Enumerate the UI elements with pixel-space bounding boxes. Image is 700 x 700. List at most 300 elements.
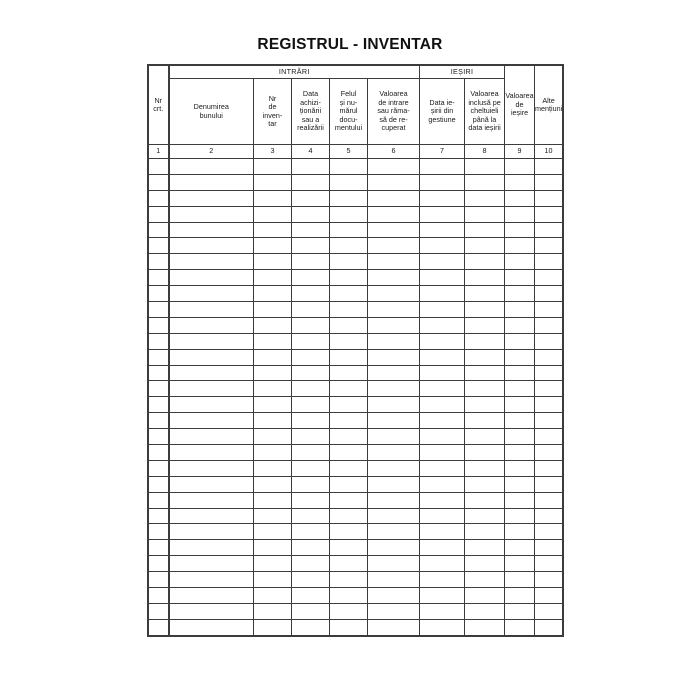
table-cell[interactable]: [169, 603, 254, 619]
table-cell[interactable]: [505, 445, 535, 461]
table-cell[interactable]: [149, 381, 169, 397]
table-row[interactable]: [149, 222, 563, 238]
table-cell[interactable]: [505, 492, 535, 508]
table-cell[interactable]: [420, 445, 465, 461]
table-cell[interactable]: [169, 381, 254, 397]
table-cell[interactable]: [505, 254, 535, 270]
table-cell[interactable]: [465, 460, 505, 476]
table-row[interactable]: [149, 206, 563, 222]
table-cell[interactable]: [465, 556, 505, 572]
table-cell[interactable]: [254, 445, 292, 461]
table-cell[interactable]: [465, 524, 505, 540]
table-cell[interactable]: [254, 429, 292, 445]
table-cell[interactable]: [535, 492, 563, 508]
table-cell[interactable]: [169, 365, 254, 381]
table-cell[interactable]: [465, 159, 505, 175]
table-cell[interactable]: [505, 429, 535, 445]
table-cell[interactable]: [330, 413, 368, 429]
table-cell[interactable]: [465, 588, 505, 604]
table-cell[interactable]: [465, 286, 505, 302]
table-cell[interactable]: [330, 619, 368, 635]
table-cell[interactable]: [368, 222, 420, 238]
table-cell[interactable]: [292, 588, 330, 604]
table-row[interactable]: [149, 349, 563, 365]
table-cell[interactable]: [505, 286, 535, 302]
table-cell[interactable]: [465, 333, 505, 349]
table-cell[interactable]: [330, 524, 368, 540]
table-cell[interactable]: [254, 190, 292, 206]
table-cell[interactable]: [330, 159, 368, 175]
table-cell[interactable]: [420, 317, 465, 333]
table-cell[interactable]: [149, 572, 169, 588]
table-cell[interactable]: [330, 333, 368, 349]
table-cell[interactable]: [420, 429, 465, 445]
table-cell[interactable]: [149, 524, 169, 540]
table-cell[interactable]: [149, 429, 169, 445]
table-cell[interactable]: [420, 206, 465, 222]
table-cell[interactable]: [535, 413, 563, 429]
table-cell[interactable]: [465, 190, 505, 206]
table-cell[interactable]: [330, 540, 368, 556]
table-cell[interactable]: [368, 333, 420, 349]
table-cell[interactable]: [420, 508, 465, 524]
table-cell[interactable]: [169, 238, 254, 254]
table-cell[interactable]: [149, 588, 169, 604]
table-cell[interactable]: [149, 413, 169, 429]
table-cell[interactable]: [254, 619, 292, 635]
table-row[interactable]: [149, 508, 563, 524]
table-cell[interactable]: [292, 413, 330, 429]
table-cell[interactable]: [169, 572, 254, 588]
table-cell[interactable]: [292, 445, 330, 461]
table-cell[interactable]: [368, 508, 420, 524]
table-cell[interactable]: [368, 254, 420, 270]
table-cell[interactable]: [368, 429, 420, 445]
table-cell[interactable]: [330, 397, 368, 413]
table-cell[interactable]: [149, 492, 169, 508]
table-cell[interactable]: [292, 619, 330, 635]
table-cell[interactable]: [169, 619, 254, 635]
table-cell[interactable]: [368, 540, 420, 556]
table-cell[interactable]: [330, 556, 368, 572]
table-cell[interactable]: [535, 460, 563, 476]
table-cell[interactable]: [535, 508, 563, 524]
table-cell[interactable]: [368, 524, 420, 540]
table-cell[interactable]: [420, 397, 465, 413]
table-cell[interactable]: [254, 174, 292, 190]
table-cell[interactable]: [505, 190, 535, 206]
table-cell[interactable]: [420, 603, 465, 619]
table-cell[interactable]: [505, 238, 535, 254]
table-cell[interactable]: [505, 365, 535, 381]
table-cell[interactable]: [368, 286, 420, 302]
table-cell[interactable]: [169, 190, 254, 206]
table-cell[interactable]: [292, 556, 330, 572]
table-cell[interactable]: [368, 270, 420, 286]
table-cell[interactable]: [330, 286, 368, 302]
table-cell[interactable]: [149, 603, 169, 619]
table-cell[interactable]: [535, 572, 563, 588]
table-cell[interactable]: [292, 174, 330, 190]
table-cell[interactable]: [330, 445, 368, 461]
table-cell[interactable]: [149, 619, 169, 635]
table-cell[interactable]: [368, 572, 420, 588]
table-cell[interactable]: [535, 333, 563, 349]
table-cell[interactable]: [535, 206, 563, 222]
table-cell[interactable]: [368, 159, 420, 175]
table-cell[interactable]: [149, 302, 169, 318]
table-cell[interactable]: [420, 492, 465, 508]
table-cell[interactable]: [149, 270, 169, 286]
table-cell[interactable]: [465, 302, 505, 318]
table-cell[interactable]: [505, 588, 535, 604]
table-cell[interactable]: [535, 174, 563, 190]
table-cell[interactable]: [368, 190, 420, 206]
table-cell[interactable]: [535, 302, 563, 318]
table-cell[interactable]: [169, 159, 254, 175]
table-cell[interactable]: [505, 302, 535, 318]
table-cell[interactable]: [254, 492, 292, 508]
table-cell[interactable]: [292, 270, 330, 286]
table-cell[interactable]: [535, 524, 563, 540]
table-cell[interactable]: [420, 556, 465, 572]
table-cell[interactable]: [169, 333, 254, 349]
table-cell[interactable]: [149, 222, 169, 238]
table-cell[interactable]: [169, 174, 254, 190]
table-cell[interactable]: [420, 222, 465, 238]
table-cell[interactable]: [292, 317, 330, 333]
table-cell[interactable]: [368, 302, 420, 318]
table-cell[interactable]: [505, 270, 535, 286]
table-cell[interactable]: [368, 238, 420, 254]
table-cell[interactable]: [169, 445, 254, 461]
table-cell[interactable]: [465, 619, 505, 635]
table-cell[interactable]: [420, 286, 465, 302]
table-cell[interactable]: [535, 254, 563, 270]
table-cell[interactable]: [535, 286, 563, 302]
table-cell[interactable]: [254, 508, 292, 524]
table-row[interactable]: [149, 603, 563, 619]
table-cell[interactable]: [254, 286, 292, 302]
table-cell[interactable]: [505, 381, 535, 397]
table-cell[interactable]: [254, 397, 292, 413]
table-cell[interactable]: [330, 603, 368, 619]
table-cell[interactable]: [465, 222, 505, 238]
table-cell[interactable]: [420, 540, 465, 556]
table-cell[interactable]: [254, 317, 292, 333]
table-cell[interactable]: [465, 492, 505, 508]
table-cell[interactable]: [420, 302, 465, 318]
table-cell[interactable]: [254, 381, 292, 397]
table-cell[interactable]: [292, 349, 330, 365]
table-cell[interactable]: [254, 333, 292, 349]
table-cell[interactable]: [292, 381, 330, 397]
table-cell[interactable]: [420, 349, 465, 365]
table-cell[interactable]: [368, 619, 420, 635]
table-cell[interactable]: [368, 317, 420, 333]
table-cell[interactable]: [535, 540, 563, 556]
table-cell[interactable]: [368, 476, 420, 492]
table-cell[interactable]: [535, 222, 563, 238]
table-cell[interactable]: [465, 254, 505, 270]
table-cell[interactable]: [292, 286, 330, 302]
table-cell[interactable]: [505, 397, 535, 413]
table-cell[interactable]: [292, 206, 330, 222]
table-row[interactable]: [149, 381, 563, 397]
table-cell[interactable]: [535, 159, 563, 175]
table-cell[interactable]: [465, 365, 505, 381]
table-cell[interactable]: [465, 445, 505, 461]
table-cell[interactable]: [535, 365, 563, 381]
table-cell[interactable]: [292, 492, 330, 508]
table-cell[interactable]: [465, 270, 505, 286]
table-cell[interactable]: [292, 572, 330, 588]
table-cell[interactable]: [368, 349, 420, 365]
table-cell[interactable]: [169, 588, 254, 604]
table-cell[interactable]: [330, 588, 368, 604]
table-cell[interactable]: [420, 460, 465, 476]
table-cell[interactable]: [292, 190, 330, 206]
table-cell[interactable]: [535, 238, 563, 254]
table-cell[interactable]: [149, 238, 169, 254]
table-cell[interactable]: [254, 524, 292, 540]
table-cell[interactable]: [169, 413, 254, 429]
table-cell[interactable]: [169, 286, 254, 302]
table-row[interactable]: [149, 556, 563, 572]
table-row[interactable]: [149, 572, 563, 588]
table-cell[interactable]: [465, 508, 505, 524]
table-cell[interactable]: [254, 365, 292, 381]
table-cell[interactable]: [505, 619, 535, 635]
table-cell[interactable]: [465, 206, 505, 222]
table-cell[interactable]: [368, 588, 420, 604]
table-cell[interactable]: [254, 588, 292, 604]
table-cell[interactable]: [330, 429, 368, 445]
table-cell[interactable]: [330, 381, 368, 397]
table-cell[interactable]: [169, 460, 254, 476]
table-cell[interactable]: [505, 556, 535, 572]
table-cell[interactable]: [368, 460, 420, 476]
table-cell[interactable]: [254, 540, 292, 556]
table-cell[interactable]: [292, 159, 330, 175]
table-row[interactable]: [149, 190, 563, 206]
table-cell[interactable]: [292, 238, 330, 254]
table-cell[interactable]: [292, 508, 330, 524]
table-cell[interactable]: [505, 413, 535, 429]
table-row[interactable]: [149, 445, 563, 461]
table-body[interactable]: [149, 159, 563, 636]
table-row[interactable]: [149, 159, 563, 175]
table-cell[interactable]: [169, 397, 254, 413]
table-row[interactable]: [149, 413, 563, 429]
table-cell[interactable]: [535, 429, 563, 445]
table-cell[interactable]: [149, 476, 169, 492]
table-cell[interactable]: [505, 159, 535, 175]
table-row[interactable]: [149, 524, 563, 540]
table-cell[interactable]: [505, 206, 535, 222]
table-cell[interactable]: [254, 460, 292, 476]
table-cell[interactable]: [254, 556, 292, 572]
table-cell[interactable]: [149, 206, 169, 222]
table-row[interactable]: [149, 397, 563, 413]
table-cell[interactable]: [465, 238, 505, 254]
table-row[interactable]: [149, 286, 563, 302]
table-cell[interactable]: [368, 492, 420, 508]
table-cell[interactable]: [254, 603, 292, 619]
table-cell[interactable]: [330, 317, 368, 333]
table-cell[interactable]: [420, 174, 465, 190]
table-cell[interactable]: [505, 222, 535, 238]
table-cell[interactable]: [330, 222, 368, 238]
table-cell[interactable]: [465, 603, 505, 619]
table-row[interactable]: [149, 588, 563, 604]
table-cell[interactable]: [254, 349, 292, 365]
table-cell[interactable]: [535, 270, 563, 286]
table-cell[interactable]: [292, 365, 330, 381]
table-cell[interactable]: [465, 397, 505, 413]
table-cell[interactable]: [420, 365, 465, 381]
table-cell[interactable]: [169, 270, 254, 286]
table-row[interactable]: [149, 254, 563, 270]
table-cell[interactable]: [169, 206, 254, 222]
table-cell[interactable]: [535, 619, 563, 635]
table-cell[interactable]: [149, 190, 169, 206]
table-cell[interactable]: [535, 190, 563, 206]
table-row[interactable]: [149, 365, 563, 381]
table-cell[interactable]: [254, 572, 292, 588]
table-cell[interactable]: [292, 429, 330, 445]
table-cell[interactable]: [420, 381, 465, 397]
table-cell[interactable]: [254, 413, 292, 429]
table-cell[interactable]: [505, 603, 535, 619]
table-cell[interactable]: [330, 476, 368, 492]
table-cell[interactable]: [149, 333, 169, 349]
table-cell[interactable]: [465, 476, 505, 492]
table-row[interactable]: [149, 333, 563, 349]
table-cell[interactable]: [330, 190, 368, 206]
table-cell[interactable]: [254, 238, 292, 254]
table-row[interactable]: [149, 476, 563, 492]
table-cell[interactable]: [535, 556, 563, 572]
table-row[interactable]: [149, 238, 563, 254]
table-cell[interactable]: [149, 397, 169, 413]
table-cell[interactable]: [169, 302, 254, 318]
table-cell[interactable]: [535, 349, 563, 365]
table-cell[interactable]: [169, 476, 254, 492]
table-cell[interactable]: [465, 349, 505, 365]
table-cell[interactable]: [169, 254, 254, 270]
table-cell[interactable]: [149, 286, 169, 302]
table-cell[interactable]: [465, 174, 505, 190]
table-cell[interactable]: [292, 254, 330, 270]
table-cell[interactable]: [169, 540, 254, 556]
table-cell[interactable]: [292, 460, 330, 476]
table-cell[interactable]: [368, 381, 420, 397]
table-cell[interactable]: [292, 397, 330, 413]
table-cell[interactable]: [535, 476, 563, 492]
table-cell[interactable]: [149, 317, 169, 333]
table-cell[interactable]: [330, 349, 368, 365]
table-cell[interactable]: [505, 174, 535, 190]
table-cell[interactable]: [149, 460, 169, 476]
table-cell[interactable]: [169, 524, 254, 540]
table-cell[interactable]: [330, 206, 368, 222]
table-cell[interactable]: [465, 572, 505, 588]
table-cell[interactable]: [465, 317, 505, 333]
table-cell[interactable]: [420, 476, 465, 492]
table-cell[interactable]: [330, 572, 368, 588]
table-row[interactable]: [149, 619, 563, 635]
table-cell[interactable]: [465, 429, 505, 445]
table-cell[interactable]: [149, 254, 169, 270]
table-row[interactable]: [149, 302, 563, 318]
table-cell[interactable]: [149, 508, 169, 524]
table-cell[interactable]: [169, 222, 254, 238]
table-cell[interactable]: [465, 413, 505, 429]
table-cell[interactable]: [368, 413, 420, 429]
table-cell[interactable]: [368, 556, 420, 572]
table-cell[interactable]: [465, 540, 505, 556]
table-cell[interactable]: [169, 508, 254, 524]
table-cell[interactable]: [292, 524, 330, 540]
table-cell[interactable]: [330, 492, 368, 508]
table-cell[interactable]: [420, 254, 465, 270]
table-cell[interactable]: [149, 556, 169, 572]
table-cell[interactable]: [368, 365, 420, 381]
table-cell[interactable]: [149, 540, 169, 556]
table-cell[interactable]: [420, 524, 465, 540]
table-cell[interactable]: [465, 381, 505, 397]
table-cell[interactable]: [254, 222, 292, 238]
table-cell[interactable]: [330, 508, 368, 524]
table-cell[interactable]: [254, 254, 292, 270]
table-cell[interactable]: [149, 174, 169, 190]
table-cell[interactable]: [535, 381, 563, 397]
table-cell[interactable]: [330, 174, 368, 190]
table-cell[interactable]: [535, 445, 563, 461]
table-cell[interactable]: [505, 317, 535, 333]
table-cell[interactable]: [420, 238, 465, 254]
table-cell[interactable]: [292, 333, 330, 349]
table-cell[interactable]: [169, 349, 254, 365]
table-cell[interactable]: [420, 270, 465, 286]
table-cell[interactable]: [330, 365, 368, 381]
table-cell[interactable]: [420, 619, 465, 635]
table-cell[interactable]: [535, 588, 563, 604]
table-cell[interactable]: [505, 333, 535, 349]
table-cell[interactable]: [420, 190, 465, 206]
table-cell[interactable]: [149, 349, 169, 365]
table-cell[interactable]: [169, 317, 254, 333]
table-cell[interactable]: [169, 556, 254, 572]
table-cell[interactable]: [420, 333, 465, 349]
table-cell[interactable]: [420, 159, 465, 175]
table-cell[interactable]: [149, 159, 169, 175]
table-cell[interactable]: [368, 445, 420, 461]
table-cell[interactable]: [535, 317, 563, 333]
table-cell[interactable]: [368, 206, 420, 222]
table-row[interactable]: [149, 540, 563, 556]
table-cell[interactable]: [254, 206, 292, 222]
table-cell[interactable]: [330, 460, 368, 476]
table-cell[interactable]: [292, 540, 330, 556]
table-cell[interactable]: [535, 603, 563, 619]
table-cell[interactable]: [505, 524, 535, 540]
table-cell[interactable]: [254, 476, 292, 492]
table-cell[interactable]: [420, 413, 465, 429]
table-cell[interactable]: [292, 302, 330, 318]
table-cell[interactable]: [254, 302, 292, 318]
